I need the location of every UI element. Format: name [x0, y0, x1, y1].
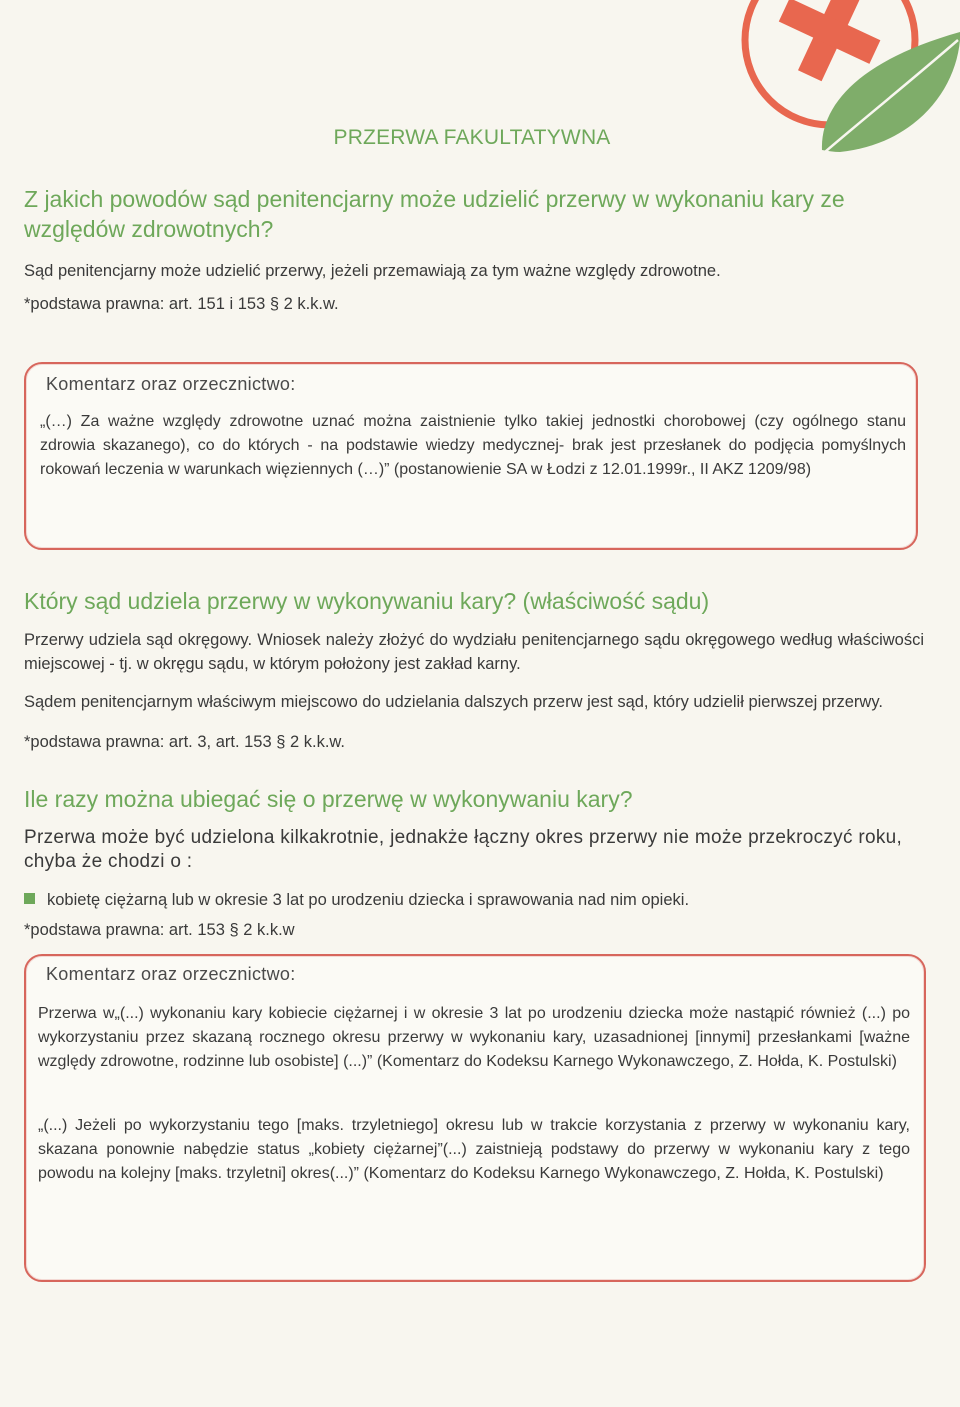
commentary-heading-1: Komentarz oraz orzecznictwo: — [46, 374, 296, 394]
answer-health-reasons: Sąd penitencjarny może udzielić przerwy, jeżeli przemawiają za tym ważne względy zdrowotne. — [24, 262, 721, 280]
question-how-many-times: Ile razy można ubiegać się o przerwę w wykonywaniu kary? — [24, 786, 633, 812]
answer-which-court: Przerwy udziela sąd okręgowy. Wniosek należy złożyć do wydziału penitencjarnego sądu okręgowego według właściwości miejscowej - tj. w okręgu sądu, w którym położony jest zakład karny. — [24, 631, 924, 673]
commentary-text-1: „(…) Za ważne względy zdrowotne uznać można zaistnienie tylko takiej jednostki chorobowej (czy ogólnego stanu zdrowia skazanego), co do których - na podstawie wiedzy medycznej- brak jest przesłanek do podjęcia pomyślnych rokowań leczenia w warunkach więziennych (…)” (postanowienie SA w Łodzi z 12.01.1999r., II AKZ 1209/98) — [40, 413, 906, 478]
legal-basis-3: *podstawa prawna: art. 153 § 2 k.k.w — [24, 921, 295, 939]
legal-basis-1: *podstawa prawna: art. 151 i 153 § 2 k.k.w. — [24, 295, 339, 313]
question-health-reasons: Z jakich powodów sąd penitencjarny może udzielić przerwy w wykonaniu kary ze względów zdrowotnych? — [24, 186, 845, 242]
commentary-heading-2: Komentarz oraz orzecznictwo: — [46, 964, 296, 984]
commentary-text-2b: „(...) Jeżeli po wykorzystaniu tego [maks. trzyletniego] okresu lub w trakcie korzystania z przerwy w wykonaniu kary, skazana ponownie nabędzie status „kobiety ciężarnej”(...) zaistnieją podstawy do przerwy w wykonaniu kary z tego powodu na kolejny [maks. trzyletni] okres(...)” (Komentarz do Kodeksu Karnego Wykonawczego, Z. Hołda, K. Postulski) — [38, 1117, 910, 1182]
commentary-box-2 — [24, 954, 926, 1282]
answer-how-many-times: Przerwa może być udzielona kilkakrotnie, jednakże łączny okres przerwy nie może przekroczyć roku, chyba że chodzi o : — [24, 827, 903, 872]
answer-further-breaks: Sądem penitencjarnym właściwym miejscowo do udzielania dalszych przerw jest sąd, który udzielił pierwszej przerwy. — [24, 693, 883, 711]
list-item-text: kobietę ciężarną lub w okresie 3 lat po urodzeniu dziecka i sprawowania nad nim opieki. — [47, 891, 690, 909]
commentary-box-1 — [24, 362, 918, 550]
list-item-pregnant — [24, 888, 924, 912]
bullet-square-icon — [24, 893, 35, 904]
commentary-text-2a: Przerwa w„(...) wykonaniu kary kobiecie ciężarnej i w okresie 3 lat po urodzeniu dziecka może nastąpić również (...) po wykorzystaniu przez skazaną rocznego okresu przerwy w wykonaniu kary, uzasadnionej [innymi] przesłankami [ważne względy zdrowotne, rodzinne lub osobiste] (...)” (Komentarz do Kodeksu Karnego Wykonawczego, Z. Hołda, K. Postulski) — [38, 1005, 910, 1070]
page-title: PRZERWA FAKULTATYWNA — [333, 126, 611, 149]
question-which-court: Który sąd udziela przerwy w wykonywaniu kary? (właściwość sądu) — [24, 588, 710, 614]
legal-basis-2: *podstawa prawna: art. 3, art. 153 § 2 k.k.w. — [24, 733, 346, 751]
